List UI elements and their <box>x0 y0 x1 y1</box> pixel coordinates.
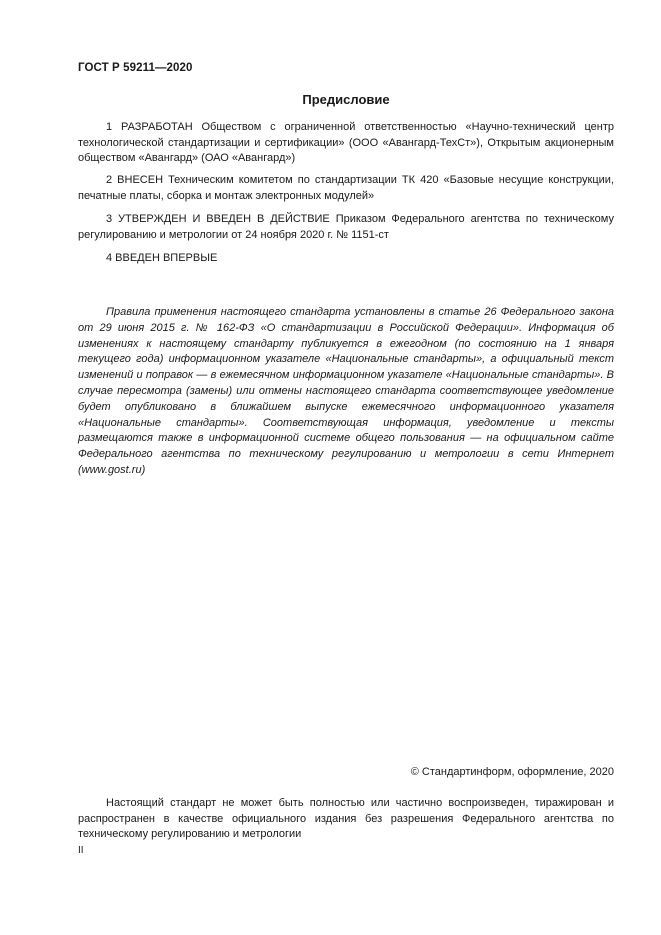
preface-item-4: 4 ВВЕДЕН ВПЕРВЫЕ <box>106 252 218 264</box>
application-rules-note: Правила применения настоящего стандарта установлены в статье 26 Федерального закона от 29 июня 2015 г. № 162-ФЗ «О стандартизации в Российской Федерации». Информация об изменениях к настоящему стандарту публикуется в ежегодном (по состоянию на 1 января текущего года) информационном указателе «Национальные стандарты», а официальный текст изменений и поправок — в ежемесячном информационном указателе «Национальные стандарты». В случае пересмотра (замены) или отмены настоящего стандарта соответствующее уведомление будет опубликовано в ближайшем выпуске ежемесячного информационного указателя «Национальные стандарты». Соответствующая информация, уведомление и тексты размещаются также в информационной системе общего пользования — на официальном сайте Федерального агентства по техническому регулированию и метрологии в сети Интернет (www.gost.ru) <box>78 306 614 476</box>
document-id: ГОСТ Р 59211—2020 <box>78 62 193 74</box>
preface-item-3: 3 УТВЕРЖДЕН И ВВЕДЕН В ДЕЙСТВИЕ Приказом Федерального агентства по техническому регулированию и метрологии от 24 ноября 2020 г. № 1151-ст <box>78 213 614 241</box>
page-number: II <box>78 845 84 856</box>
copyright-notice: © Стандартинформ, оформление, 2020 <box>410 766 614 778</box>
preface-item-1: 1 РАЗРАБОТАН Обществом с ограниченной ответственностью «Научно-технический центр технологической стандартизации и сертификации» (ООО «Авангард-ТехСт»), Открытым акционерным обществом «Авангард» (ОАО «Авангард») <box>78 121 614 165</box>
preface-title: Предисловие <box>302 92 390 107</box>
preface-item-2: 2 ВНЕСЕН Техническим комитетом по стандартизации ТК 420 «Базовые несущие конструкции, печатные платы, сборка и монтаж электронных модулей» <box>78 174 614 202</box>
reproduction-disclaimer: Настоящий стандарт не может быть полностью или частично воспроизведен, тиражирован и распространен в качестве официального издания без разрешения Федерального агентства по техническому регулированию и метрологии <box>78 797 614 841</box>
